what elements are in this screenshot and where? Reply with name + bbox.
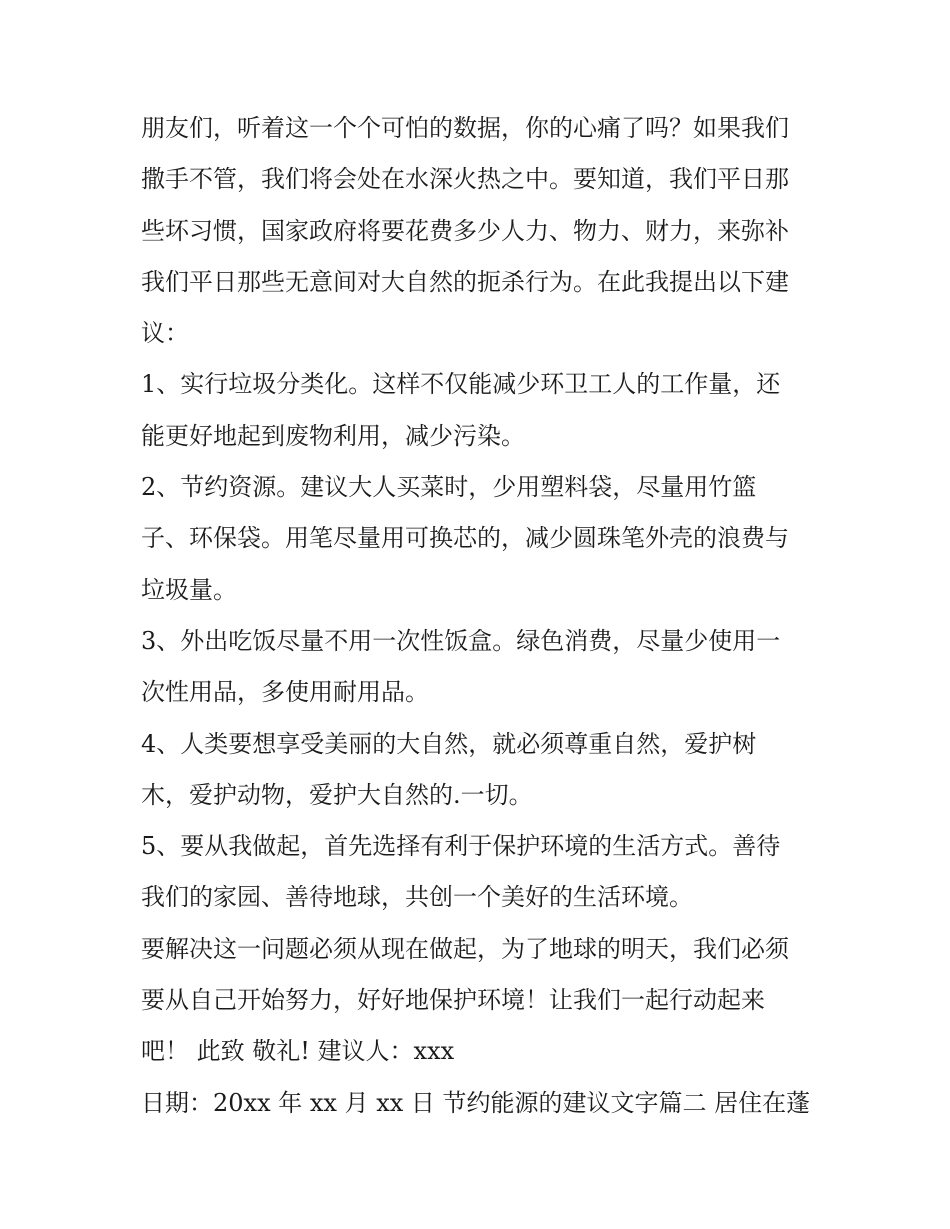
text-line: 撒手不管，我们将会处在水深火热之中。要知道，我们平日那 <box>141 165 789 194</box>
text-line: 垃圾量。 <box>141 575 237 604</box>
document-body <box>141 103 821 1129</box>
text-line: 吧！ 此致 敬礼! 建议人：xxx <box>141 1037 455 1066</box>
text-line: 2、节约资源。建议大人买菜时，少用塑料袋，尽量用竹篮 <box>141 473 757 502</box>
text-line: 4、人类要想享受美丽的大自然，就必须尊重自然，爱护树 <box>141 729 757 758</box>
text-line: 些坏习惯，国家政府将要花费多少人力、物力、财力，来弥补 <box>141 216 789 245</box>
text-line: 3、外出吃饭尽量不用一次性饭盒。绿色消费，尽量少使用一 <box>141 626 781 655</box>
text-line: 议： <box>141 319 189 348</box>
text-line: 我们平日那些无意间对大自然的扼杀行为。在此我提出以下建 <box>141 267 789 296</box>
text-line: 5、要从我做起，首先选择有利于保护环境的生活方式。善待 <box>141 832 781 861</box>
text-line: 我们的家园、善待地球，共创一个美好的生活环境。 <box>141 883 693 912</box>
text-line: 要从自己开始努力，好好地保护环境！让我们一起行动起来 <box>141 986 765 1015</box>
text-line: 木，爱护动物，爱护大自然的.一切。 <box>141 780 533 809</box>
text-line: 次性用品，多使用耐用品。 <box>141 678 429 707</box>
text-line: 要解决这一问题必须从现在做起，为了地球的明天，我们必须 <box>141 934 789 963</box>
text-line: 朋友们，听着这一个个可怕的数据，你的心痛了吗？如果我们 <box>141 114 789 142</box>
text-line: 日期：20xx 年 xx 月 xx 日 节约能源的建议文字篇二 居住在蓬 <box>141 1088 811 1117</box>
text-line: 1、实行垃圾分类化。这样不仅能减少环卫工人的工作量，还 <box>141 370 781 399</box>
text-line: 能更好地起到废物利用，减少污染。 <box>141 421 525 450</box>
text-line: 子、环保袋。用笔尽量用可换芯的，减少圆珠笔外壳的浪费与 <box>141 524 789 553</box>
